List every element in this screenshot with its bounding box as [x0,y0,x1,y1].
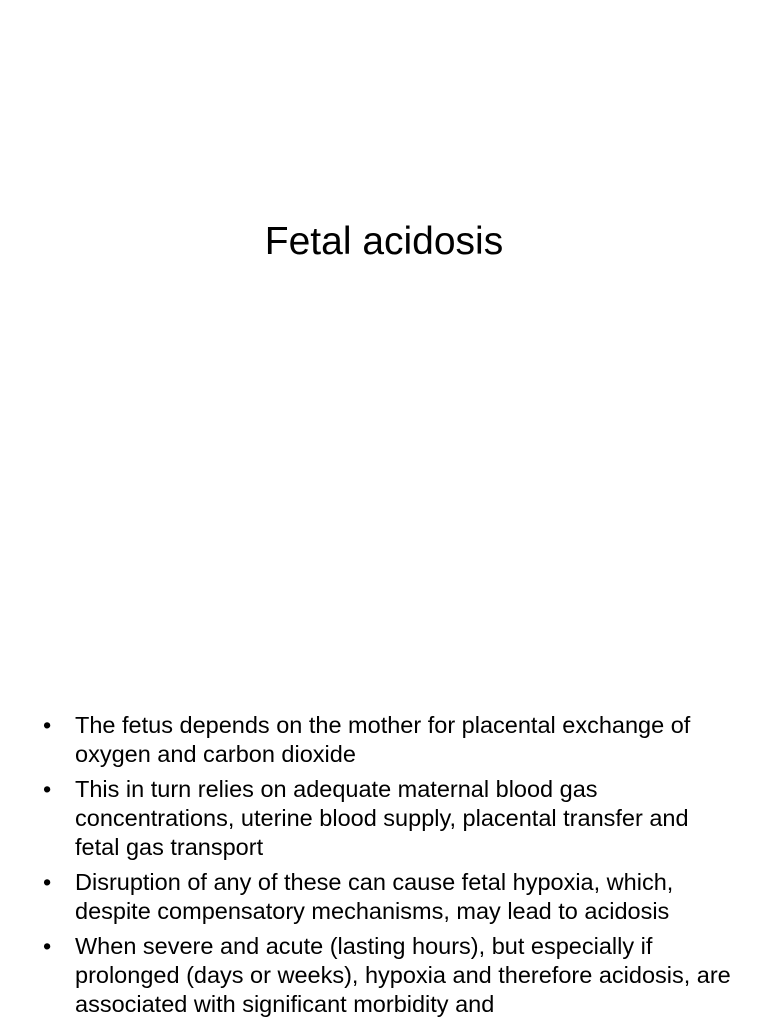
bullet-dot-icon: • [43,869,52,895]
bullet-dot-icon: • [43,712,52,738]
bullet-list [38,711,738,1025]
bullet-item [38,868,738,926]
bullet-text: Disruption of any of these can cause fetal hypoxia, which, despite compensatory mechanisms, may lead to acidosis [75,869,674,924]
bullet-text: When severe and acute (lasting hours), but especially if prolonged (days or weeks), hypoxia and therefore acidosis, are associated with significant morbidity and [75,933,731,1017]
bullet-text: The fetus depends on the mother for placental exchange of oxygen and carbon dioxide [75,712,691,767]
bullet-dot-icon: • [43,776,52,802]
bullet-dot-icon: • [43,933,52,959]
bullet-item [38,932,738,1019]
slide-title: Fetal acidosis [264,220,504,263]
bullet-item [38,775,738,862]
bullet-item [38,711,738,769]
bullet-text: This in turn relies on adequate maternal blood gas concentrations, uterine blood supply, placental transfer and fetal gas transport [75,776,689,860]
